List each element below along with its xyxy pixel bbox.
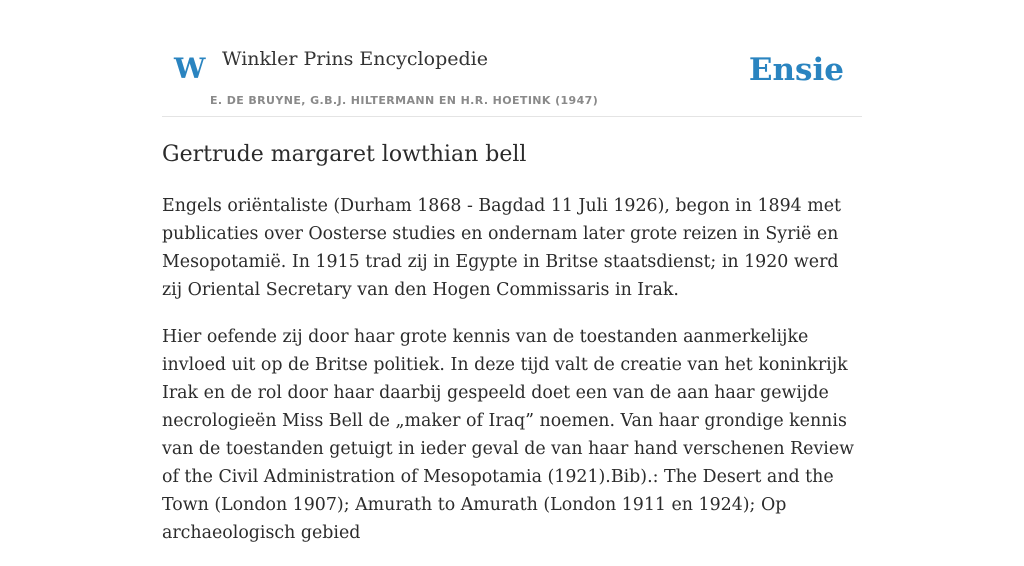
source-authors: E. DE BRUYNE, G.B.J. HILTERMANN EN H.R. HOETINK (1947) [210,94,599,107]
source-logo[interactable]: W [174,52,206,85]
brand-logo[interactable]: Ensie [748,52,844,88]
page [162,0,862,543]
article-paragraph: Hier oefende zij door haar grote kennis van de toestanden aanmerkelijke invloed uit op de Britse politiek. In deze tijd valt de creatie van het koninkrijk Irak en de rol door haar daarbij gespeeld doet een van de aan haar gewijde necrologieën Miss Bell de „maker of Iraq” noemen. Van haar grondige kennis van de toestanden getuigt in ieder geval de van haar hand verschenen Review of the Civil Administration of Mesopotamia (1921).Bib).: The Desert and the Town (London 1907); Amurath to Amurath (London 1911 en 1924); Op archaeologisch gebied [162,327,855,543]
article-paragraph: Engels oriëntaliste (Durham 1868 - Bagdad 11 Juli 1926), begon in 1894 met publicaties over Oosterse studies en ondernam later grote reizen in Syrië en Mesopotamië. In 1915 trad zij in Egypte in Britse staatsdienst; in 1920 werd zij Oriental Secretary van den Hogen Commissaris in Irak. [162,196,842,300]
article-body [162,192,862,566]
article-title: Gertrude margaret lowthian bell [162,142,527,167]
header [162,0,862,117]
source-title[interactable]: Winkler Prins Encyclopedie [222,48,488,70]
